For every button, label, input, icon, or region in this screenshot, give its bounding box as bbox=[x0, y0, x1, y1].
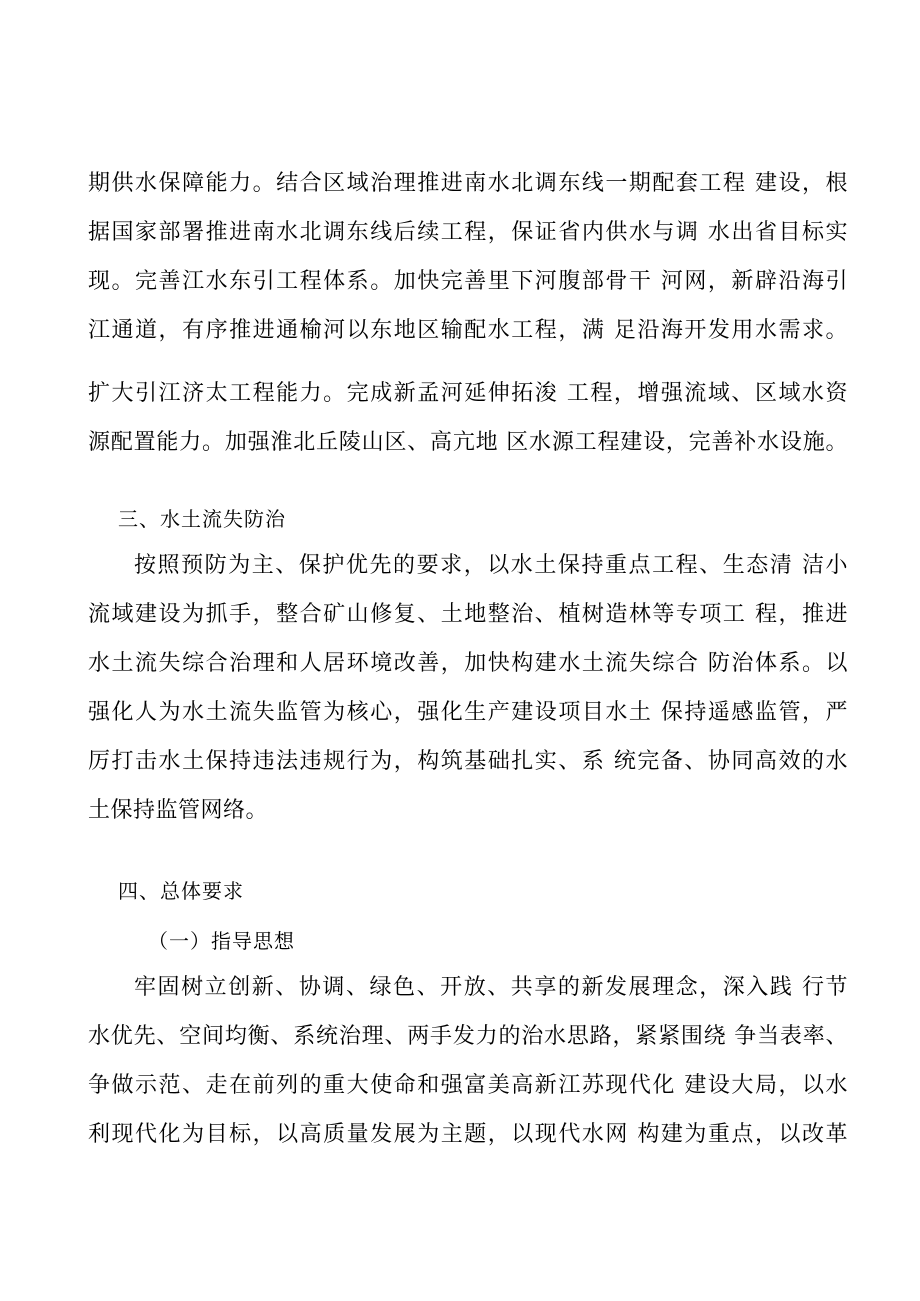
paragraph-line: 现。完善江水东引工程体系。加快完善里下河腹部骨干 河网，新辟沿海引 bbox=[88, 269, 848, 294]
paragraph-line: 据国家部署推进南水北调东线后续工程，保证省内供水与调 水出省目标实 bbox=[88, 220, 848, 245]
paragraph-line: 期供水保障能力。结合区域治理推进南水北调东线一期配套工程 建设，根 bbox=[88, 171, 848, 196]
paragraph-line: 争做示范、走在前列的重大使命和强富美高新江苏现代化 建设大局，以水 bbox=[88, 1073, 848, 1098]
paragraph-line: 强化人为水土流失监管为核心，强化生产建设项目水土 保持遥感监管，严 bbox=[88, 700, 848, 725]
paragraph-line: 土保持监管网络。 bbox=[88, 798, 269, 823]
paragraph-line: 江通道，有序推进通榆河以东地区输配水工程，满 足沿海开发用水需求。 bbox=[88, 318, 848, 343]
paragraph-line: 水优先、空间均衡、系统治理、两手发力的治水思路，紧紧围绕 争当表率、 bbox=[88, 1024, 848, 1049]
paragraph-line: 源配置能力。加强淮北丘陵山区、高亢地 区水源工程建设，完善补水设施。 bbox=[88, 430, 848, 455]
paragraph-line: 按照预防为主、保护优先的要求，以水土保持重点工程、生态清 洁小 bbox=[134, 553, 848, 578]
paragraph-line: 扩大引江济太工程能力。完成新孟河延伸拓浚 工程，增强流域、区域水资 bbox=[88, 381, 848, 406]
paragraph-line: 水土流失综合治理和人居环境改善，加快构建水土流失综合 防治体系。以 bbox=[88, 651, 848, 676]
paragraph-line: 流域建设为抓手，整合矿山修复、土地整治、植树造林等专项工 程，推进 bbox=[88, 602, 848, 627]
paragraph-line: 牢固树立创新、协调、绿色、开放、共享的新发展理念，深入践 行节 bbox=[134, 975, 848, 1000]
subsection-heading: （一）指导思想 bbox=[148, 929, 295, 953]
section-heading: 四、总体要求 bbox=[118, 879, 244, 903]
paragraph-line: 厉打击水土保持违法违规行为，构筑基础扎实、系 统完备、协同高效的水 bbox=[88, 749, 848, 774]
paragraph-line: 利现代化为目标，以高质量发展为主题，以现代水网 构建为重点，以改革 bbox=[88, 1122, 848, 1147]
section-heading: 三、水土流失防治 bbox=[118, 507, 286, 531]
